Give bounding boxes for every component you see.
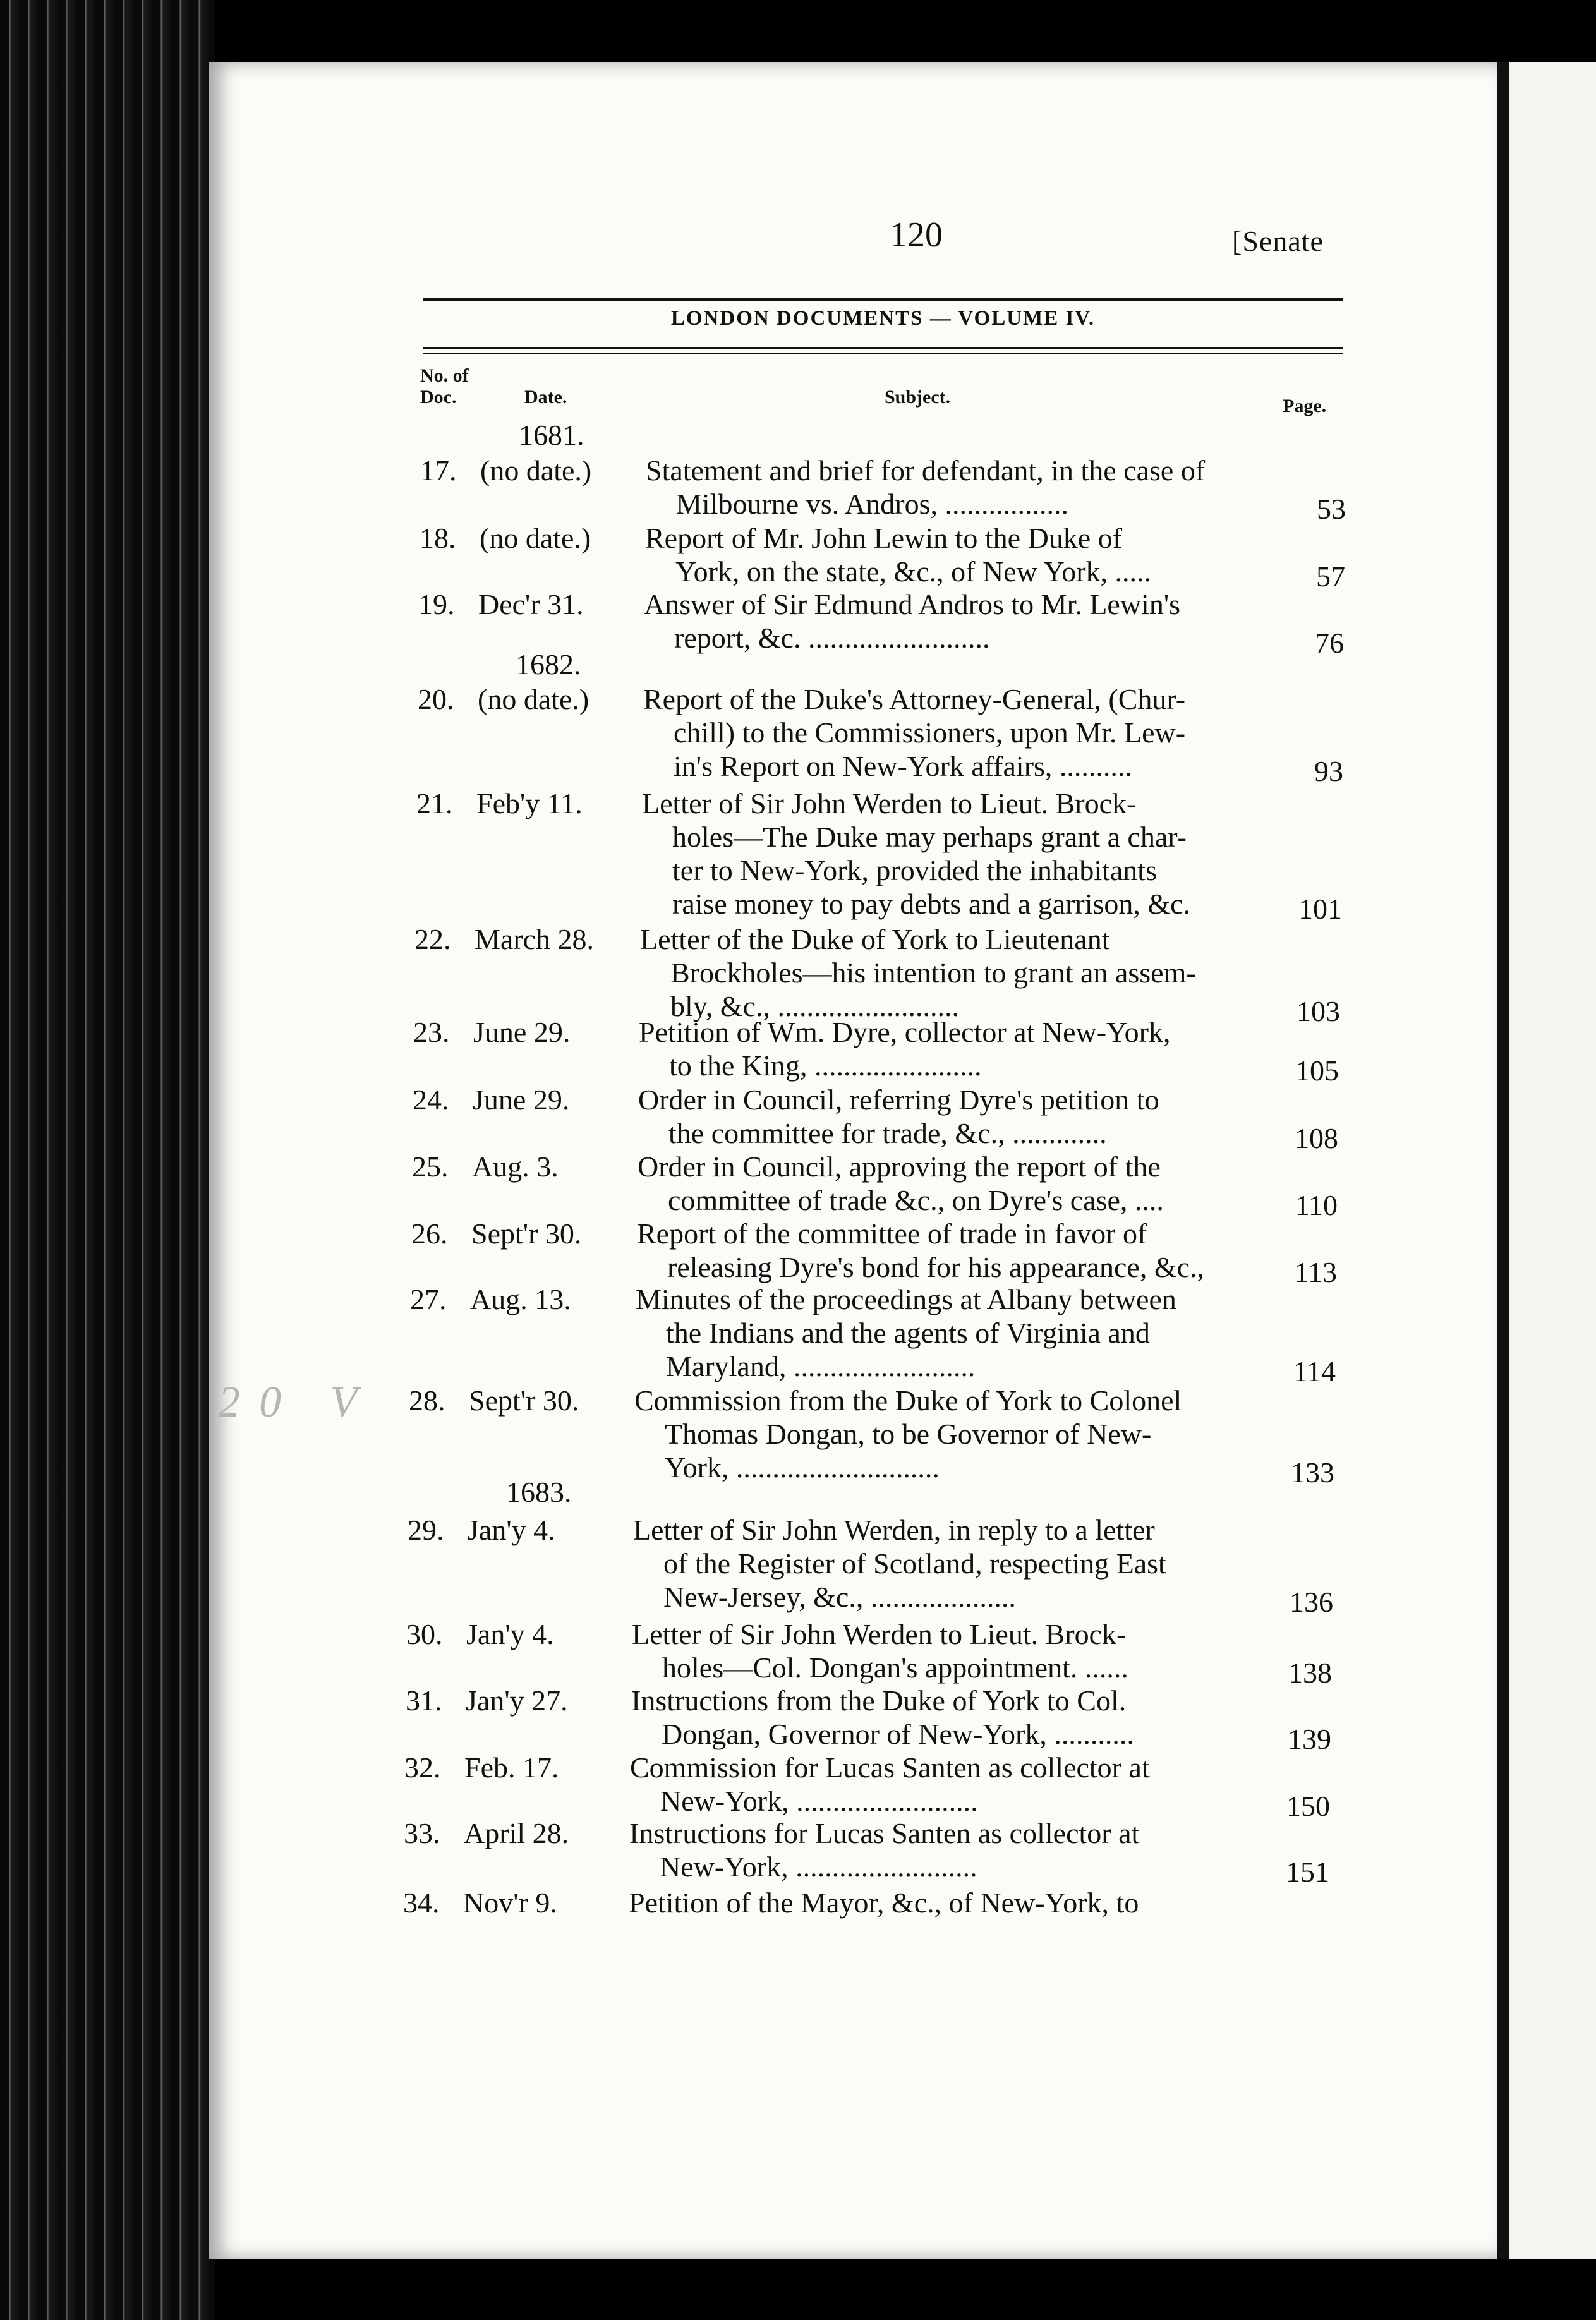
entry-page-number: 114 [1293, 1355, 1336, 1387]
entry-doc-number: 19. [418, 588, 455, 620]
entry-subject-line: the Indians and the agents of Virginia and [666, 1317, 1150, 1349]
year-heading: 1681. [519, 419, 584, 451]
entry-date: Jan'y 4. [468, 1514, 555, 1546]
entry-subject-line: ter to New-York, provided the inhabitants [672, 854, 1157, 886]
entry-subject [643, 682, 1288, 783]
entry-subject-line: holes—Col. Dongan's appointment. ...... [662, 1652, 1128, 1684]
entry-date: March 28. [475, 923, 595, 955]
column-header-page: Page. [1283, 396, 1327, 416]
entry-date: Dec'r 31. [478, 588, 584, 620]
pencil-margin-note: 20 V [218, 1378, 377, 1427]
entry-doc-number: 22. [414, 923, 451, 955]
entry-doc-number: 32. [404, 1751, 441, 1784]
entry-subject [630, 1751, 1274, 1818]
entry-date: June 29. [473, 1016, 571, 1048]
entry-subject-line: releasing Dyre's bond for his appearance, &c., [667, 1251, 1205, 1283]
entry-subject-line: committee of trade &c., on Dyre's case, .... [668, 1184, 1164, 1216]
entry-subject-line: Letter of Sir John Werden to Lieut. Brock- [632, 1618, 1127, 1650]
entry-doc-number: 33. [404, 1817, 440, 1849]
entry-subject-line: York, ............................ [665, 1451, 940, 1483]
entry-subject [644, 588, 1288, 655]
entry-date: Feb'y 11. [476, 787, 583, 819]
entry-date: Nov'r 9. [463, 1887, 557, 1919]
entry-doc-number: 28. [409, 1384, 445, 1417]
entry-subject-line: Minutes of the proceedings at Albany between [636, 1283, 1176, 1315]
entry-date: Aug. 3. [472, 1151, 559, 1183]
entry-subject [629, 1816, 1274, 1883]
entry-subject-line: Statement and brief for defendant, in the case of [646, 454, 1206, 486]
entry-subject-line: Instructions from the Duke of York to Col. [631, 1684, 1127, 1717]
entry-subject-line: Answer of Sir Edmund Andros to Mr. Lewin's [644, 588, 1181, 620]
entry-subject-line: Milbourne vs. Andros, ................. [676, 488, 1068, 520]
entry-date: Jan'y 4. [466, 1618, 554, 1650]
entry-subject [632, 1617, 1276, 1684]
entry-page-number: 57 [1316, 560, 1345, 593]
entry-doc-number: 23. [413, 1016, 450, 1048]
entry-subject-line: holes—The Duke may perhaps grant a char- [672, 821, 1187, 853]
entry-subject [642, 787, 1286, 921]
entry-subject-line: Brockholes—his intention to grant an assem- [670, 957, 1196, 989]
entry-page-number: 133 [1291, 1456, 1334, 1489]
entry-subject-line: Instructions for Lucas Santen as collector at [629, 1817, 1140, 1849]
entry-subject-line: Letter of the Duke of York to Lieutenant [640, 923, 1110, 955]
entry-date: Jan'y 27. [466, 1684, 568, 1717]
section-label: [Senate [1232, 225, 1324, 257]
entry-subject-line: report, &c. ......................... [674, 622, 990, 654]
entry-subject-line: Petition of Wm. Dyre, collector at New-York, [639, 1016, 1171, 1048]
entry-doc-number: 18. [420, 522, 456, 554]
entry-subject-line: Thomas Dongan, to be Governor of New- [665, 1418, 1152, 1450]
entry-doc-number: 24. [413, 1084, 449, 1116]
entry-date: Feb. 17. [464, 1751, 559, 1784]
entry-subject [633, 1513, 1278, 1614]
entry-subject-line: New-Jersey, &c., .................... [663, 1581, 1016, 1613]
entry-subject-line: the committee for trade, &c., ............. [668, 1117, 1107, 1149]
entry-subject [637, 1217, 1281, 1284]
entry-subject [638, 1083, 1283, 1150]
entry-page-number: 150 [1286, 1790, 1330, 1822]
entry-doc-number: 26. [411, 1217, 448, 1250]
entry-doc-number: 30. [406, 1618, 443, 1650]
entry-doc-number: 21. [416, 787, 453, 819]
entry-page-number: 108 [1295, 1122, 1338, 1154]
entry-subject-line: of the Register of Scotland, respecting East [663, 1547, 1166, 1580]
entry-page-number: 53 [1317, 493, 1346, 525]
entry-subject-line: Order in Council, referring Dyre's petition to [638, 1084, 1159, 1116]
entry-date: (no date.) [480, 522, 591, 554]
entry-subject-line: Report of the Duke's Attorney-General, (Chur- [643, 683, 1186, 715]
entry-page-number: 101 [1298, 893, 1342, 925]
column-header-doc-no: No. of Doc. [420, 365, 469, 408]
entry-subject-line: Report of the committee of trade in favor of [637, 1217, 1147, 1250]
entry-subject-line: Dongan, Governor of New-York, ........... [662, 1718, 1134, 1750]
entry-page-number: 105 [1295, 1054, 1339, 1087]
entry-page-number: 103 [1297, 995, 1340, 1027]
entry-date: Sept'r 30. [471, 1217, 582, 1250]
entry-doc-number: 20. [418, 683, 454, 715]
entry-date: June 29. [473, 1084, 570, 1116]
entry-subject-line: New-York, ......................... [660, 1851, 977, 1883]
entry-subject-line: raise money to pay debts and a garrison, &c. [672, 888, 1191, 920]
year-heading: 1683. [506, 1476, 572, 1508]
entry-doc-number: 17. [420, 454, 457, 486]
entry-date: (no date.) [478, 683, 589, 715]
entry-subject-line: Commission from the Duke of York to Colonel [634, 1384, 1182, 1417]
entry-subject-line: Letter of Sir John Werden to Lieut. Brock- [642, 787, 1137, 819]
entry-subject-line: Report of Mr. John Lewin to the Duke of [645, 522, 1123, 554]
entry-subject-line: Petition of the Mayor, &c., of New-York, to [629, 1887, 1139, 1919]
entry-date: Sept'r 30. [469, 1384, 579, 1417]
column-header-subject: Subject. [885, 387, 951, 408]
entry-subject [636, 1283, 1280, 1383]
entry-subject-line: bly, &c., ......................... [670, 990, 959, 1022]
entry-subject-line: Maryland, ......................... [666, 1350, 976, 1382]
column-header-date: Date. [524, 387, 567, 408]
entry-page-number: 93 [1314, 755, 1343, 787]
entry-doc-number: 27. [410, 1283, 447, 1315]
entry-subject [638, 1150, 1282, 1217]
entry-date: April 28. [464, 1817, 569, 1849]
entry-subject-line: in's Report on New-York affairs, .......... [674, 750, 1132, 782]
entry-subject-line: Order in Council, approving the report of the [638, 1151, 1161, 1183]
entry-date: (no date.) [480, 454, 592, 486]
entry-subject [646, 454, 1290, 521]
page-number: 120 [890, 215, 943, 255]
entry-page-number: 138 [1288, 1657, 1332, 1689]
entry-doc-number: 25. [412, 1151, 449, 1183]
entry-page-number: 136 [1290, 1586, 1333, 1618]
entry-date: Aug. 13. [470, 1283, 571, 1315]
entry-page-number: 76 [1315, 627, 1344, 659]
entry-page-number: 151 [1286, 1856, 1329, 1888]
entry-subject [634, 1384, 1279, 1484]
entry-subject [640, 922, 1285, 1023]
entry-subject-line: New-York, ......................... [660, 1785, 978, 1817]
year-heading: 1682. [516, 648, 581, 680]
entry-subject-line: to the King, ....................... [669, 1049, 982, 1082]
entry-subject-line: York, on the state, &c., of New York, ..... [675, 555, 1152, 588]
running-title: LONDON DOCUMENTS — VOLUME IV. [670, 307, 1096, 330]
entry-page-number: 110 [1295, 1189, 1338, 1221]
entry-page-number: 113 [1294, 1256, 1337, 1288]
entry-subject-line: Commission for Lucas Santen as collector at [630, 1751, 1150, 1784]
entry-subject [645, 521, 1290, 588]
entry-subject-line: Letter of Sir John Werden, in reply to a letter [633, 1514, 1155, 1546]
entry-doc-number: 29. [408, 1514, 444, 1546]
entry-doc-number: 34. [403, 1887, 440, 1919]
entry-subject [631, 1684, 1276, 1751]
entry-page-number: 139 [1288, 1723, 1331, 1755]
entry-doc-number: 31. [406, 1684, 442, 1717]
entry-subject [629, 1886, 1273, 1919]
entry-subject [639, 1015, 1283, 1082]
entry-subject-line: chill) to the Commissioners, upon Mr. Lew- [674, 716, 1186, 749]
